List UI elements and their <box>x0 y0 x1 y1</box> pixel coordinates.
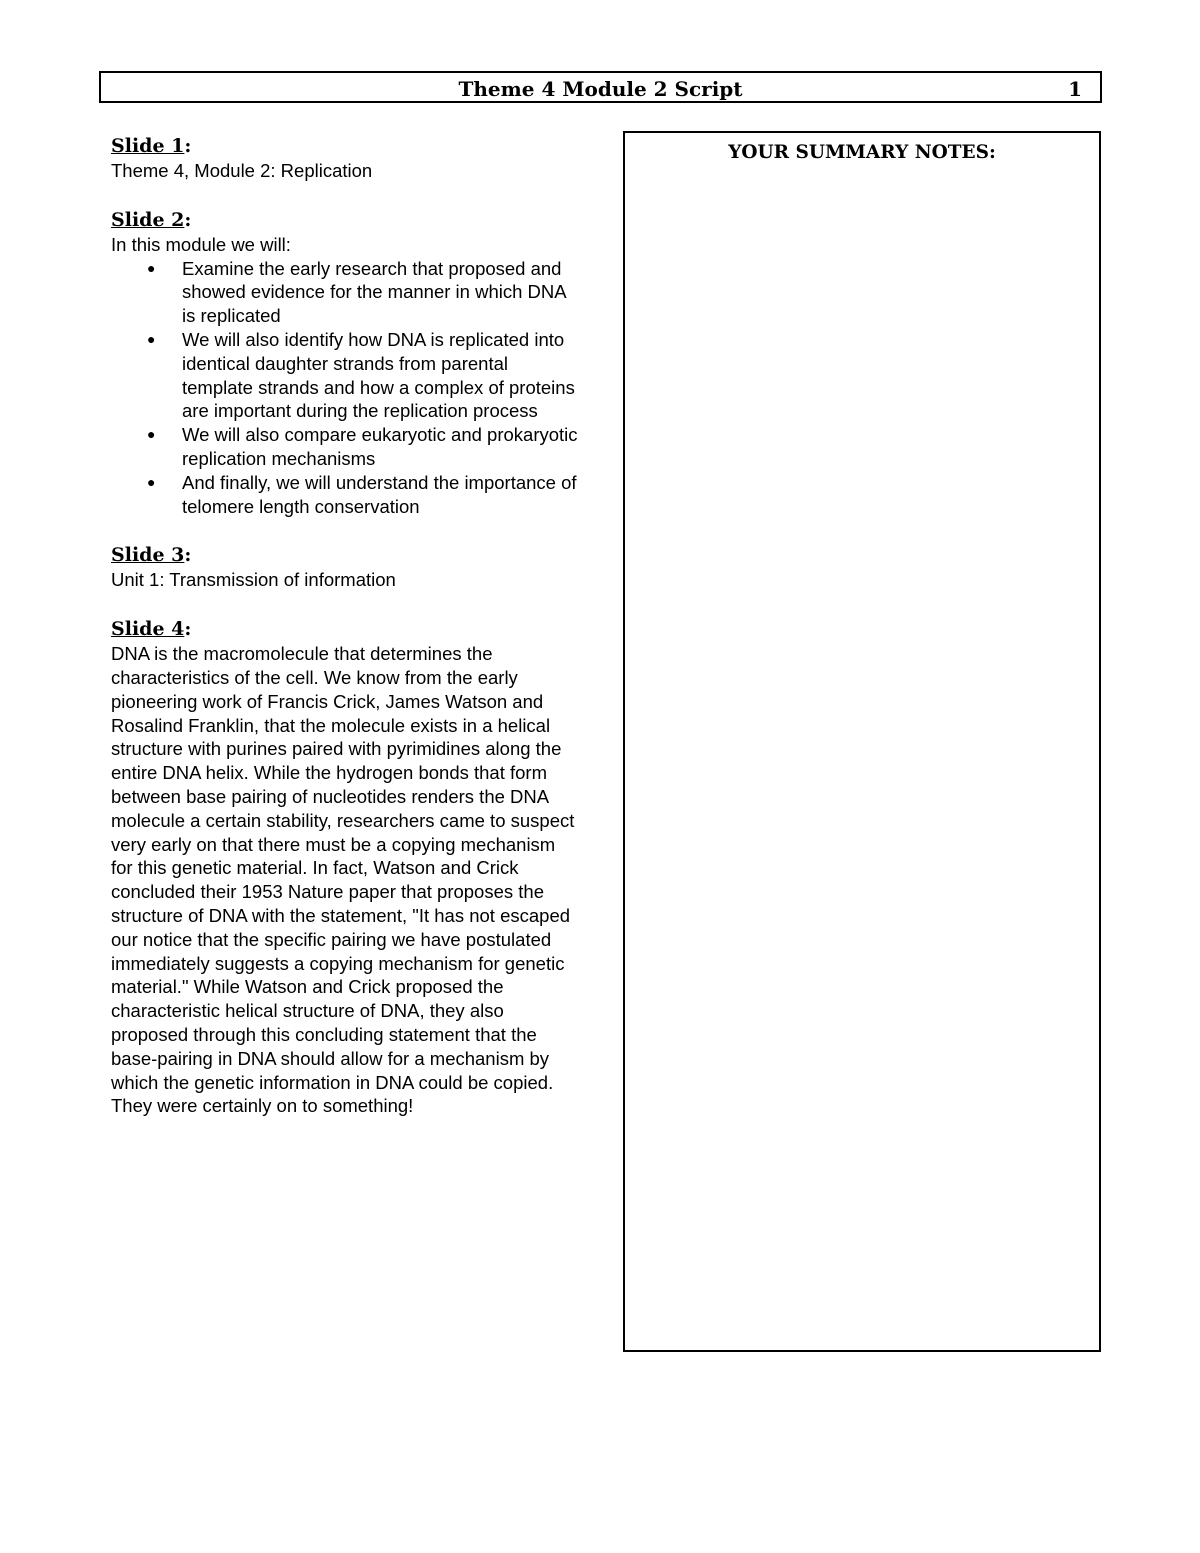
slide-4-section <box>111 616 581 1118</box>
summary-notes-title: YOUR SUMMARY NOTES: <box>728 142 996 163</box>
slide-heading <box>111 207 581 233</box>
spacer <box>111 518 581 542</box>
list-item-text: We will also identify how DNA is replicated into identical daughter strands from parental template strands and how a complex of proteins are important during the replication process <box>182 328 575 422</box>
slide-text: In this module we will: <box>111 233 291 255</box>
bullet-icon: ● <box>147 259 156 276</box>
slide-label: Slide 3 <box>111 544 185 567</box>
list-item <box>111 471 581 519</box>
slide-3-section <box>111 542 581 592</box>
spacer <box>111 592 581 616</box>
spacer <box>111 183 581 207</box>
page-number: 1 <box>1068 77 1082 101</box>
slide-heading <box>111 542 581 568</box>
list-item-text: Examine the early research that proposed and showed evidence for the manner in which DNA is replicated <box>182 257 566 327</box>
bullet-icon: ● <box>147 473 156 490</box>
list-item <box>111 328 581 423</box>
slide-text: DNA is the macromolecule that determines the characteristics of the cell. We know from the early pioneering work of Francis Crick, James Watson and Rosalind Franklin, that the molecule exists in a helical structure with purines paired with pyrimidines along the entire DNA helix. While the hydrogen bonds that form between base pairing of nucleotides renders the DNA molecule a certain stability, researchers came to suspect very early on that there must be a copying mechanism for this genetic material. In fact, Watson and Crick concluded their 1953 Nature paper that proposes the structure of DNA with the statement, "It has not escaped our notice that the specific pairing we have postulated immediately suggests a copying mechanism for genetic material." While Watson and Crick proposed the characteristic helical structure of DNA, they also proposed through this concluding statement that the base-pairing in DNA should allow for a mechanism by which the genetic information in DNA could be copied. They were certainly on to something! <box>111 643 575 1117</box>
list-item-text: And finally, we will understand the importance of telomere length conservation <box>182 471 577 517</box>
list-item-text: We will also compare eukaryotic and prokaryotic replication mechanisms <box>182 424 578 469</box>
list-item <box>111 423 581 471</box>
bullet-list <box>111 257 581 519</box>
slide-colon: : <box>184 544 192 567</box>
slide-2-section <box>111 207 581 519</box>
slide-label: Slide 2 <box>111 208 185 231</box>
slide-label: Slide 1 <box>111 135 185 157</box>
page-title: Theme 4 Module 2 Script <box>458 77 743 101</box>
bullet-icon: ● <box>147 330 156 347</box>
summary-notes-box[interactable] <box>623 131 1101 1352</box>
slide-text: Unit 1: Transmission of information <box>111 569 396 591</box>
slide-colon: : <box>184 618 192 641</box>
slide-colon: : <box>184 135 192 157</box>
slide-heading <box>111 616 581 642</box>
header-bar <box>99 71 1102 103</box>
script-column <box>111 133 581 1118</box>
slide-label: Slide 4 <box>111 618 185 641</box>
slide-colon: : <box>184 208 192 231</box>
slide-text: Theme 4, Module 2: Replication <box>111 160 373 181</box>
slide-heading <box>111 133 581 159</box>
list-item <box>111 257 581 328</box>
slide-1-section <box>111 133 581 183</box>
bullet-icon: ● <box>147 426 156 443</box>
